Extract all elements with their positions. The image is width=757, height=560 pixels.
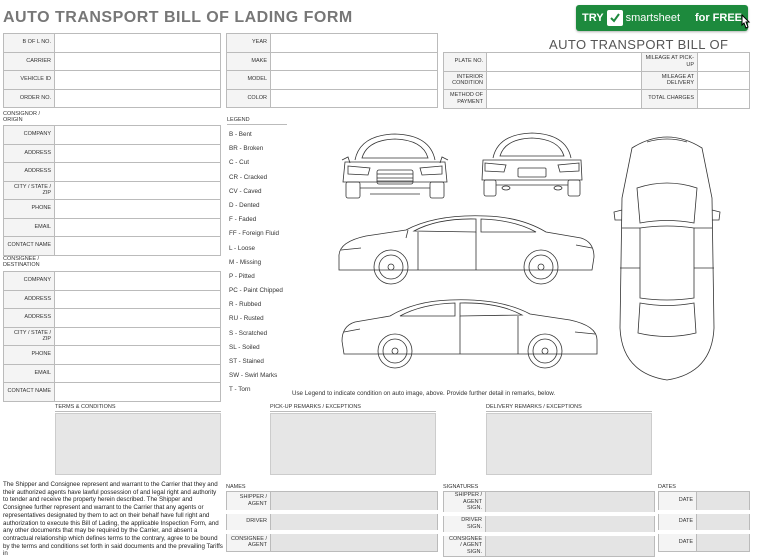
field-label: ADDRESS [4,163,55,182]
consignee-heading: CONSIGNEE / DESTINATION [3,256,40,269]
vehicle-id-input[interactable] [55,71,221,90]
legend-list [229,128,283,398]
field-label: DATE [659,512,697,532]
legend-note: Use Legend to indicate condition on auto image, above. Provide further detail in remarks, below. [292,390,556,397]
cta-free-label: for FREE [694,12,742,24]
signatures-heading: SIGNATURES [443,484,654,492]
legend-item: B - Bent [229,131,252,138]
order-number-input[interactable] [55,89,221,108]
field-label: COMPANY [4,126,55,145]
field-label: CONSIGNEE / AGENT SIGN. [444,534,486,556]
legend-item: SW - Swirl Marks [229,372,278,380]
field-label: B OF L NO. [4,34,55,53]
field-label: ADDRESS [4,290,55,309]
mileage-delivery-input[interactable] [698,71,750,90]
field-label: DRIVER [227,512,271,532]
legend-item: PC - Paint Chipped [229,287,283,295]
dates-heading: DATES [658,484,749,492]
consignee-phone-input[interactable] [55,346,221,365]
field-label: SHIPPER / AGENT SIGN. [444,492,486,514]
legend-item: CV - Caved [229,187,262,195]
car-front-view[interactable] [340,130,450,205]
field-label: COMPANY [4,272,55,291]
field-label: DRIVER SIGN. [444,514,486,534]
car-right-side-view[interactable] [338,296,600,376]
consignor-table [3,125,221,256]
page-title: AUTO TRANSPORT BILL OF LADING FORM [3,9,353,26]
field-label: CITY / STATE / ZIP [4,327,55,346]
consignee-date-input[interactable] [697,532,750,552]
legend-item: RU - Rusted [229,315,264,323]
consignee-signature-input[interactable] [486,534,655,556]
cta-try-label: TRY [582,12,604,24]
consignee-address1-input[interactable] [55,290,221,309]
legend-item: SL - Soiled [229,343,260,351]
consignor-address2-input[interactable] [55,163,221,182]
vehicle-info-table [226,33,438,108]
field-label: PHONE [4,346,55,365]
shipper-signature-input[interactable] [486,492,655,514]
pointer-cursor-icon [738,14,752,30]
consignee-name-input[interactable] [271,532,438,552]
cta-brand-label: smartsheet [625,12,681,24]
checkmark-icon [607,10,623,26]
plate-mileage-table [443,52,750,109]
field-label: ADDRESS [4,309,55,328]
legend-item: S - Scratched [229,329,268,337]
field-label: VEHICLE ID [4,71,55,90]
field-label: ADDRESS [4,144,55,163]
shipment-info-table [3,33,221,108]
field-label: PLATE NO. [444,53,487,72]
legend-item: F - Faded [229,216,257,224]
make-input[interactable] [271,52,438,71]
pickup-remarks-heading: PICK-UP REMARKS / EXCEPTIONS [270,404,436,412]
car-left-side-view[interactable] [336,212,598,292]
consignor-email-input[interactable] [55,218,221,237]
legend-item: M - Missing [229,258,262,266]
driver-date-input[interactable] [697,512,750,532]
field-label: PHONE [4,200,55,219]
driver-name-input[interactable] [271,512,438,532]
terms-textarea[interactable] [55,413,221,475]
bol-number-input[interactable] [55,34,221,53]
plate-number-input[interactable] [487,53,642,72]
legend-item: ST - Stained [229,358,264,365]
consignor-phone-input[interactable] [55,200,221,219]
field-label: COLOR [227,89,271,108]
total-charges-input[interactable] [698,90,750,109]
consignee-company-input[interactable] [55,272,221,291]
field-label: EMAIL [4,364,55,383]
model-input[interactable] [271,71,438,90]
color-input[interactable] [271,89,438,108]
form-subtitle: AUTO TRANSPORT BILL OF [549,37,729,52]
legend-item: P - Pitted [229,272,255,280]
field-label: DATE [659,532,697,552]
consignee-address2-input[interactable] [55,309,221,328]
consignor-heading: CONSIGNOR / ORIGIN [3,111,40,124]
consignee-contact-input[interactable] [55,383,221,402]
field-label: CARRIER [4,52,55,71]
driver-signature-input[interactable] [486,514,655,534]
field-label: MILEAGE AT PICK-UP [642,53,698,72]
delivery-remarks-heading: DELIVERY REMARKS / EXCEPTIONS [486,404,652,412]
field-label: MAKE [227,52,271,71]
field-label: CITY / STATE / ZIP [4,181,55,200]
signatures-table [443,491,655,557]
legend-heading: LEGEND [227,117,287,125]
terms-heading: TERMS & CONDITIONS [55,404,221,412]
mileage-pickup-input[interactable] [698,53,750,72]
names-heading: NAMES [226,484,437,492]
car-top-view[interactable] [612,128,722,384]
pickup-remarks-textarea[interactable] [270,413,436,475]
consignee-email-input[interactable] [55,364,221,383]
legal-text: The Shipper and Consignee represent and warrant to the Carrier that they and their authorized agents have lawful possession of and legal right and authority to tender and receive the property herein described. The Shipper and Consignee further represent and warrant to the Carrier that any agents or representatives designated by them to act on their behalf have full right and authorization to execute this Bill of Lading, the applicable Inspection Form, and any other documents that may be required by the Carrier, and absent a contractual relationship which defines terms to the contrary, agree to be bound by the terms and conditions set forth in said documents and the prevailing Tariffs in [3,481,223,558]
names-table [226,491,438,552]
car-rear-view[interactable] [478,130,586,200]
carrier-input[interactable] [55,52,221,71]
field-label: METHOD OF PAYMENT [444,90,487,109]
delivery-remarks-textarea[interactable] [486,413,652,475]
field-label: CONTACT NAME [4,237,55,256]
try-smartsheet-button[interactable] [576,5,748,31]
legend-item: CR - Cracked [229,173,268,181]
field-label: SHIPPER / AGENT [227,492,271,512]
shipper-date-input[interactable] [697,492,750,512]
legend-item: R - Rubbed [229,301,262,309]
shipper-name-input[interactable] [271,492,438,512]
consignor-contact-input[interactable] [55,237,221,256]
consignee-city-input[interactable] [55,327,221,346]
legend-item: FF - Foreign Fluid [229,230,280,238]
field-label: INTERIOR CONDITION [444,71,487,90]
field-label: EMAIL [4,218,55,237]
field-label: CONSIGNEE / AGENT [227,532,271,552]
legend-item: BR - Broken [229,145,264,153]
field-label: CONTACT NAME [4,383,55,402]
field-label: TOTAL CHARGES [642,90,698,109]
legend-item: D - Dented [229,201,260,209]
field-label: MILEAGE AT DELIVERY [642,71,698,90]
legend-item: T - Torn [229,386,251,394]
legend-item: C - Cut [229,159,249,167]
field-label: ORDER NO. [4,89,55,108]
payment-method-input[interactable] [487,90,642,109]
consignor-company-input[interactable] [55,126,221,145]
consignor-city-input[interactable] [55,181,221,200]
field-label: YEAR [227,34,271,53]
dates-table [658,491,750,552]
consignee-table [3,271,221,402]
consignor-address1-input[interactable] [55,144,221,163]
field-label: MODEL [227,71,271,90]
interior-condition-input[interactable] [487,71,642,90]
year-input[interactable] [271,34,438,53]
field-label: DATE [659,492,697,512]
legend-item: L - Loose [229,244,256,252]
